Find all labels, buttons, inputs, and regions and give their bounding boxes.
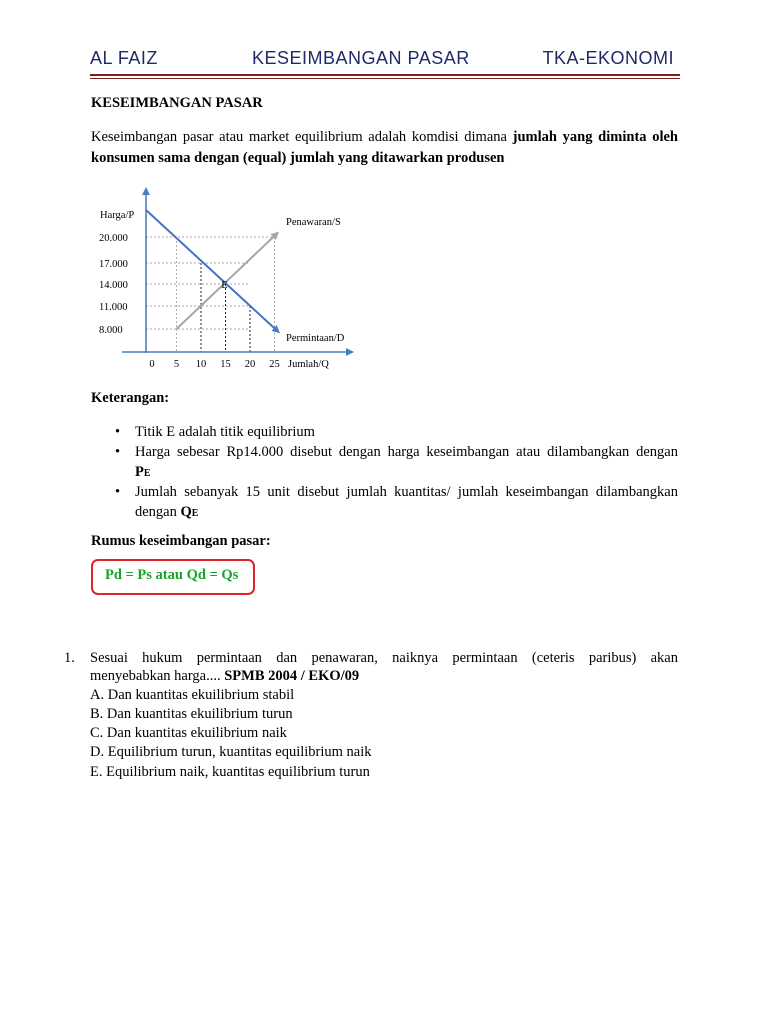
- x-tick-label: 5: [173, 359, 180, 370]
- rumus-title: Rumus keseimbangan pasar:: [91, 533, 271, 549]
- price-symbol: P: [135, 464, 144, 480]
- header-rule-thin: [90, 78, 680, 79]
- price-subscript: E: [143, 468, 151, 479]
- bullet-3-plain: dengan: [135, 504, 181, 520]
- intro-line-1: [91, 127, 678, 147]
- chart-labels: [99, 210, 345, 370]
- bullet-3-line-2: [135, 502, 678, 524]
- x-tick-label: 20: [244, 359, 256, 370]
- x-axis-label: Jumlah/Q: [288, 359, 329, 370]
- question-line-2: [90, 666, 678, 686]
- demand-line: [146, 210, 279, 332]
- bullet-2-text: Harga sebesar Rp14.000 disebut dengan harga keseimbangan atau dilambangkan dengan: [135, 444, 678, 460]
- option-e: E. Equilibrium naik, kuantitas equilibrium turun: [90, 764, 370, 780]
- bullet-1-text: Titik E adalah titik equilibrium: [135, 424, 315, 440]
- bullet-3-text: Jumlah sebanyak 15 unit disebut jumlah kuantitas/ jumlah keseimbangan dilambangkan: [135, 484, 678, 500]
- y-tick-label: 20.000: [99, 233, 128, 244]
- intro-line-2: konsumen sama dengan (equal) jumlah yang ditawarkan produsen: [91, 150, 505, 166]
- question-line-1: Sesuai hukum permintaan dan penawaran, naiknya permintaan (ceteris paribus) akan: [90, 650, 678, 666]
- header-author: AL FAIZ: [90, 48, 158, 68]
- bullet-2-symbol: [135, 462, 678, 484]
- header-title: KESEIMBANGAN PASAR: [252, 48, 470, 68]
- header-subject: TKA-EKONOMI: [542, 48, 674, 68]
- intro-bold-1: jumlah yang diminta oleh: [512, 129, 678, 145]
- y-axis-label: Harga/P: [100, 210, 135, 221]
- question-text-plain: menyebabkan harga....: [90, 668, 225, 684]
- keterangan-title: Keterangan:: [91, 390, 170, 406]
- chart-marks: [146, 210, 279, 332]
- x-tick-label: 25: [269, 359, 280, 370]
- formula-box: [91, 559, 255, 595]
- x-tick-label: 0: [149, 359, 155, 370]
- equilibrium-label: E: [221, 280, 228, 291]
- y-tick-label: 14.000: [99, 280, 128, 291]
- section-title: KESEIMBANGAN PASAR: [91, 95, 263, 111]
- option-d: D. Equilibrium turun, kuantitas equilibrium naik: [90, 744, 372, 760]
- option-b: B. Dan kuantitas ekuilibrium turun: [90, 706, 293, 722]
- y-tick-label: 8.000: [99, 325, 123, 336]
- bullet-dot: •: [115, 444, 121, 460]
- y-tick-label: 17.000: [99, 259, 128, 270]
- x-tick-label: 15: [220, 359, 231, 370]
- y-tick-label: 11.000: [99, 302, 128, 313]
- quantity-subscript: E: [191, 508, 199, 519]
- page-header: [90, 44, 680, 74]
- intro-plain: Keseimbangan pasar atau market equilibrium adalah komdisi dimana: [91, 129, 513, 145]
- option-c: C. Dan kuantitas ekuilibrium naik: [90, 725, 287, 741]
- demand-label: Permintaan/D: [286, 333, 345, 344]
- x-tick-label: 10: [195, 359, 207, 370]
- quantity-symbol: Q: [180, 504, 192, 520]
- formula-text: Pd = Ps atau Qd = Qs: [105, 567, 239, 583]
- question-source: SPMB 2004 / EKO/09: [224, 668, 360, 684]
- header-rule-thick: [90, 74, 680, 76]
- bullet-dot: •: [115, 484, 121, 500]
- question-number: 1.: [64, 650, 75, 666]
- supply-label: Penawaran/S: [286, 217, 341, 228]
- bullet-dot: •: [115, 424, 121, 440]
- option-a: A. Dan kuantitas ekuilibrium stabil: [90, 687, 295, 703]
- equilibrium-chart: [90, 183, 370, 373]
